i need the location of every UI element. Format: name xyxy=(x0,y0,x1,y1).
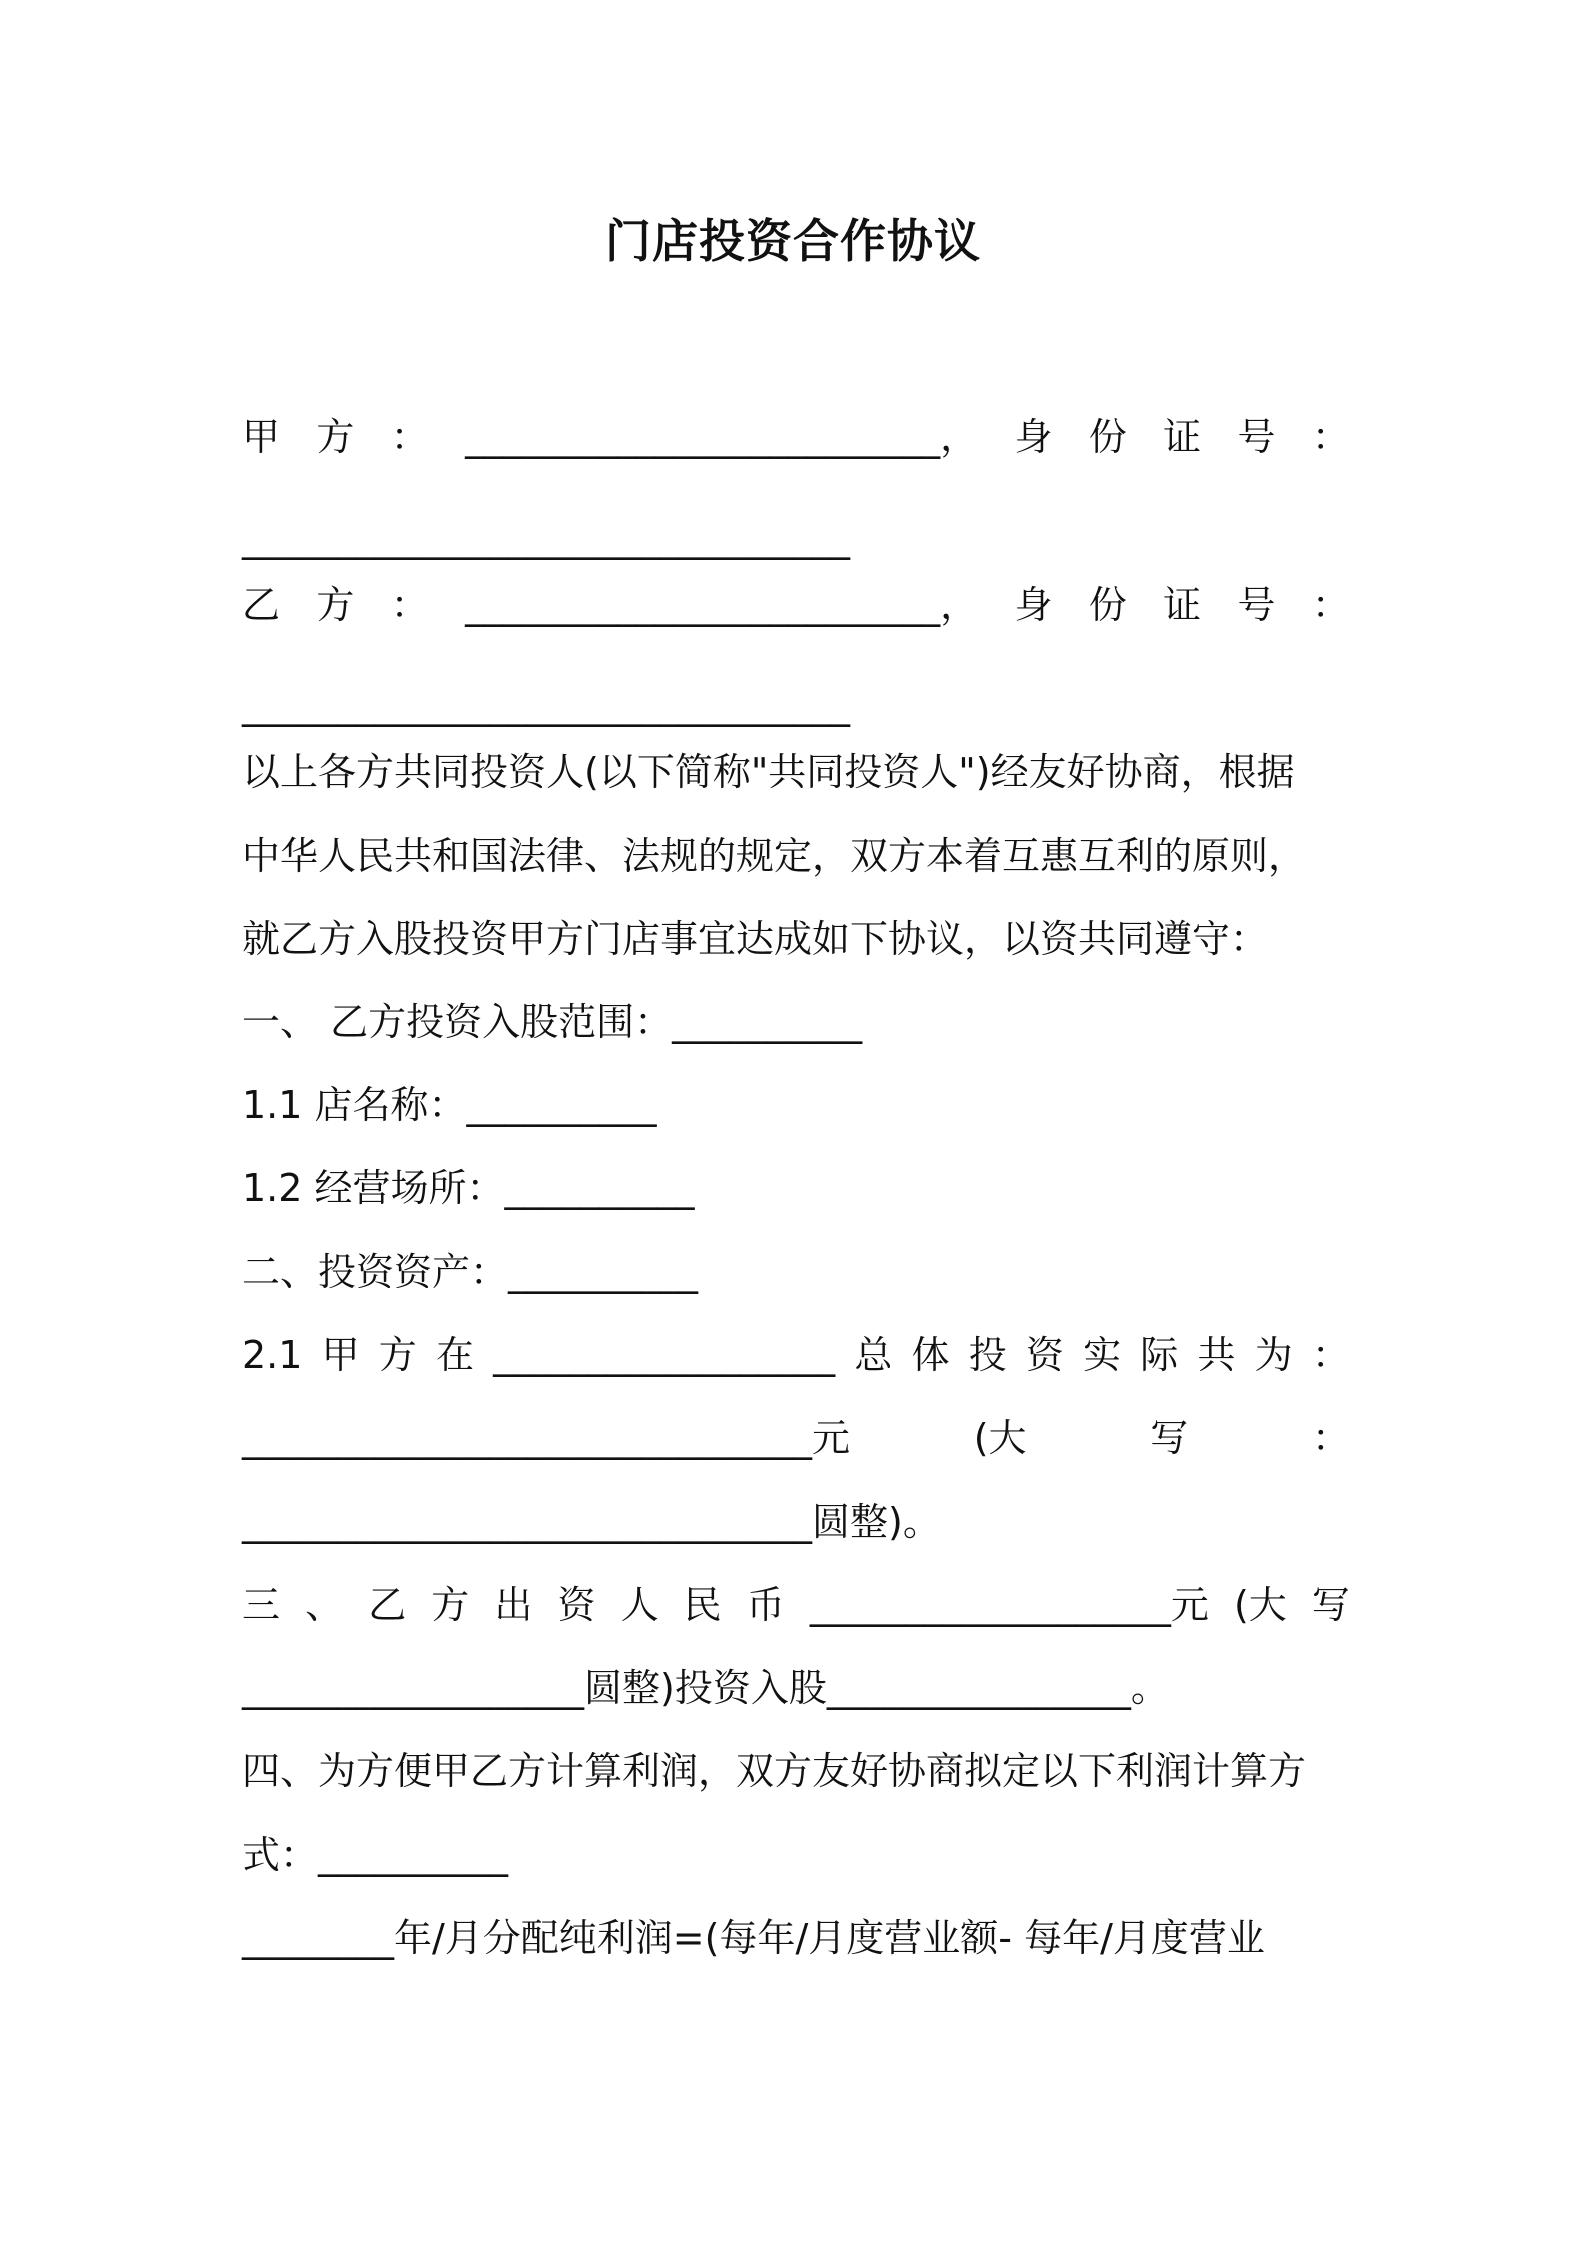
text-fragment: 号 xyxy=(1237,415,1276,459)
text-fragment: 体 xyxy=(911,1333,950,1377)
party-b-id-blank: ________________________________ xyxy=(242,683,850,727)
text-fragment: ： xyxy=(1311,415,1350,459)
text-fragment: 在 xyxy=(435,1333,474,1377)
text-fragment: 民 xyxy=(683,1583,722,1627)
text-fragment: 证 xyxy=(1163,415,1202,459)
text-fragment: 共 xyxy=(1197,1333,1236,1377)
text-fragment: 甲 xyxy=(242,415,281,459)
text-fragment: 证 xyxy=(1163,583,1202,627)
party-a-line xyxy=(242,412,1350,462)
text-fragment: 写 xyxy=(1311,1583,1350,1627)
clause-2-1-line-1 xyxy=(242,1330,1350,1380)
text-fragment: 2.1 xyxy=(242,1333,303,1377)
party-a-id-blank: ________________________________ xyxy=(242,516,850,560)
section-3-line-2: __________________圆整)投资入股________________。 xyxy=(242,1666,1169,1710)
text-fragment: 身 xyxy=(1014,415,1053,459)
section-4-line-1: 四、为方便甲乙方计算利润，双方友好协商拟定以下利润计算方 xyxy=(242,1749,1307,1793)
text-fragment: ： xyxy=(1311,1416,1350,1460)
text-fragment: 总 xyxy=(854,1333,893,1377)
party-b-name-blank: _________________________， xyxy=(465,583,979,627)
clause-1-1: 1.1 店名称：__________ xyxy=(242,1083,657,1127)
text-fragment: (大 xyxy=(973,1416,1027,1460)
text-fragment: 币 xyxy=(746,1583,785,1627)
section-3-line-1 xyxy=(242,1580,1350,1630)
text-fragment: ： xyxy=(390,583,429,627)
preamble-line-2: 中华人民共和国法律、法规的规定，双方本着互惠互利的原则， xyxy=(242,834,1307,878)
text-fragment: 写 xyxy=(1150,1416,1189,1460)
text-fragment: 方 xyxy=(378,1333,417,1377)
section-1-heading: 一、 乙方投资入股范围：__________ xyxy=(242,1000,863,1044)
text-fragment: 号 xyxy=(1237,583,1276,627)
preamble-line-3: 就乙方入股投资甲方门店事宜达成如下协议，以资共同遵守： xyxy=(242,917,1269,961)
text-fragment: ： xyxy=(1311,583,1350,627)
text-fragment: 出 xyxy=(494,1583,533,1627)
text-fragment: 份 xyxy=(1088,415,1127,459)
clause-1-2: 1.2 经营场所：__________ xyxy=(242,1166,695,1210)
text-fragment: 份 xyxy=(1088,583,1127,627)
text-fragment: 人 xyxy=(620,1583,659,1627)
profit-formula-line: ________年/月分配纯利润=(每年/月度营业额- 每年/月度营业 xyxy=(242,1916,1265,1960)
clause-2-1-line-3: ______________________________圆整)。 xyxy=(242,1500,941,1544)
text-fragment: 身 xyxy=(1014,583,1053,627)
clause-2-1-line-2 xyxy=(242,1413,1350,1463)
section-4-line-2: 式：__________ xyxy=(242,1833,509,1877)
party-b-line xyxy=(242,580,1350,630)
text-fragment: 、 xyxy=(305,1583,344,1627)
amount-blank: ______________________________元 xyxy=(242,1416,851,1460)
preamble-line-1: 以上各方共同投资人(以下简称"共同投资人")经友好协商，根据 xyxy=(242,750,1295,794)
investment-amount-blank: ___________________元 xyxy=(809,1583,1209,1627)
text-fragment: ： xyxy=(1311,1333,1350,1377)
text-fragment: 方 xyxy=(431,1583,470,1627)
text-fragment: 乙 xyxy=(368,1583,407,1627)
text-fragment: 资 xyxy=(557,1583,596,1627)
text-fragment: ： xyxy=(390,415,429,459)
location-blank: __________________ xyxy=(493,1333,836,1377)
text-fragment: 方 xyxy=(316,583,355,627)
text-fragment: 方 xyxy=(316,415,355,459)
text-fragment: (大 xyxy=(1233,1583,1287,1627)
text-fragment: 际 xyxy=(1140,1333,1179,1377)
text-fragment: 为 xyxy=(1254,1333,1293,1377)
section-2-heading: 二、投资资产：__________ xyxy=(242,1250,699,1294)
text-fragment: 资 xyxy=(1025,1333,1064,1377)
text-fragment: 三 xyxy=(242,1583,281,1627)
text-fragment: 甲 xyxy=(321,1333,360,1377)
party-a-name-blank: _________________________， xyxy=(465,415,979,459)
text-fragment: 乙 xyxy=(242,583,281,627)
document-title: 门店投资合作协议 xyxy=(605,214,981,268)
text-fragment: 投 xyxy=(968,1333,1007,1377)
text-fragment: 实 xyxy=(1083,1333,1122,1377)
